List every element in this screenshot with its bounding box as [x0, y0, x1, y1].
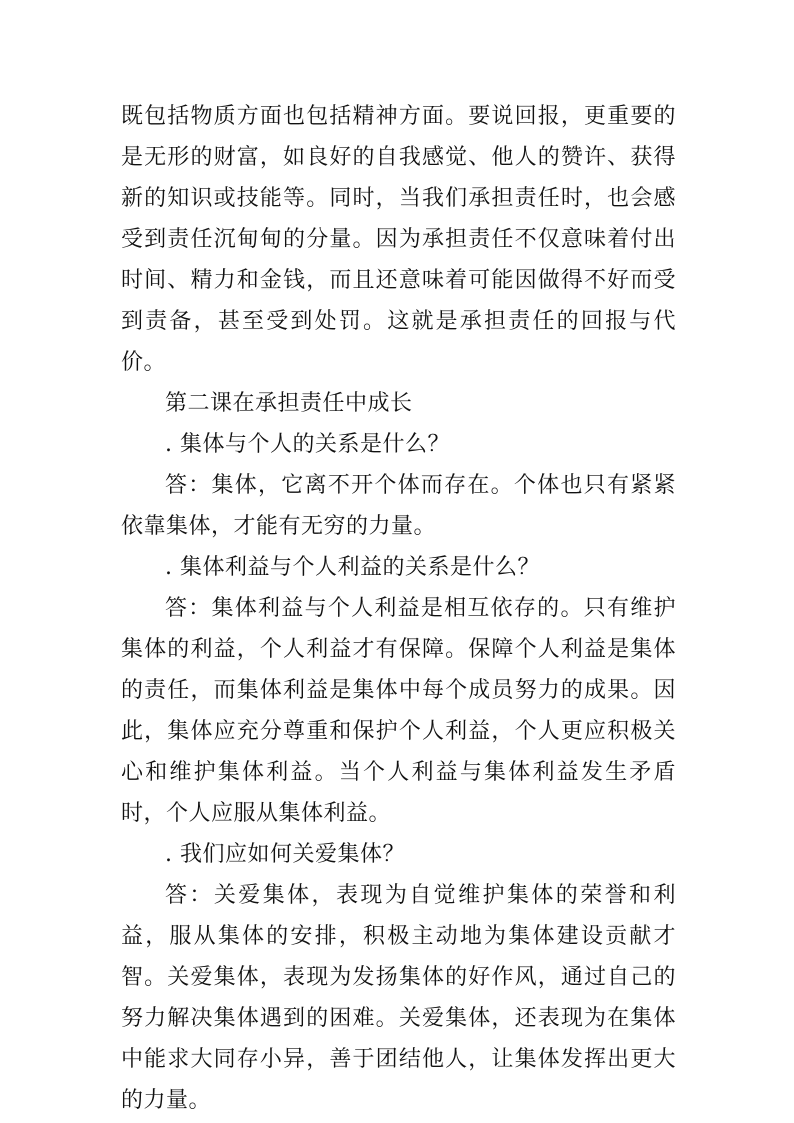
paragraph-body-continuation: 既包括物质方面也包括精神方面。要说回报，更重要的是无形的财富，如良好的自我感觉、他人的赞许、获得新的知识或技能等。同时，当我们承担责任时，也会感受到责任沉甸甸的分量。因为承担责任不仅意味着付出时间、精力和金钱，而且还意味着可能因做得不好而受到责备，甚至受到处罚。这就是承担责任的回报与代价。	[121, 104, 676, 375]
document-body	[121, 96, 676, 1121]
section-heading: 第二课在承担责任中成长	[165, 391, 413, 416]
question-collective-and-individual: . 集体与个人的关系是什么？	[165, 432, 450, 457]
answer-how-to-care-for-collective: 答：关爱集体，表现为自觉维护集体的荣誉和利益，服从集体的安排，积极主动地为集体建设贡献才智。关爱集体，表现为发扬集体的好作风，通过自己的努力解决集体遇到的困难。关爱集体，还表现为在集体中能求大同存小异，善于团结他人，让集体发挥出更大的力量。	[121, 883, 676, 1113]
question-collective-and-individual-interests: . 集体利益与个人利益的关系是什么？	[165, 555, 540, 580]
question-how-to-care-for-collective: . 我们应如何关爱集体？	[165, 842, 405, 867]
answer-collective-and-individual-interests: 答：集体利益与个人利益是相互依存的。只有维护集体的利益，个人利益才有保障。保障个人利益是集体的责任，而集体利益是集体中每个成员努力的成果。因此，集体应充分尊重和保护个人利益，个人更应积极关心和维护集体利益。当个人利益与集体利益发生矛盾时，个人应服从集体利益。	[121, 596, 676, 826]
answer-collective-and-individual: 答：集体，它离不开个体而存在。个体也只有紧紧依靠集体，才能有无穷的力量。	[121, 473, 676, 539]
